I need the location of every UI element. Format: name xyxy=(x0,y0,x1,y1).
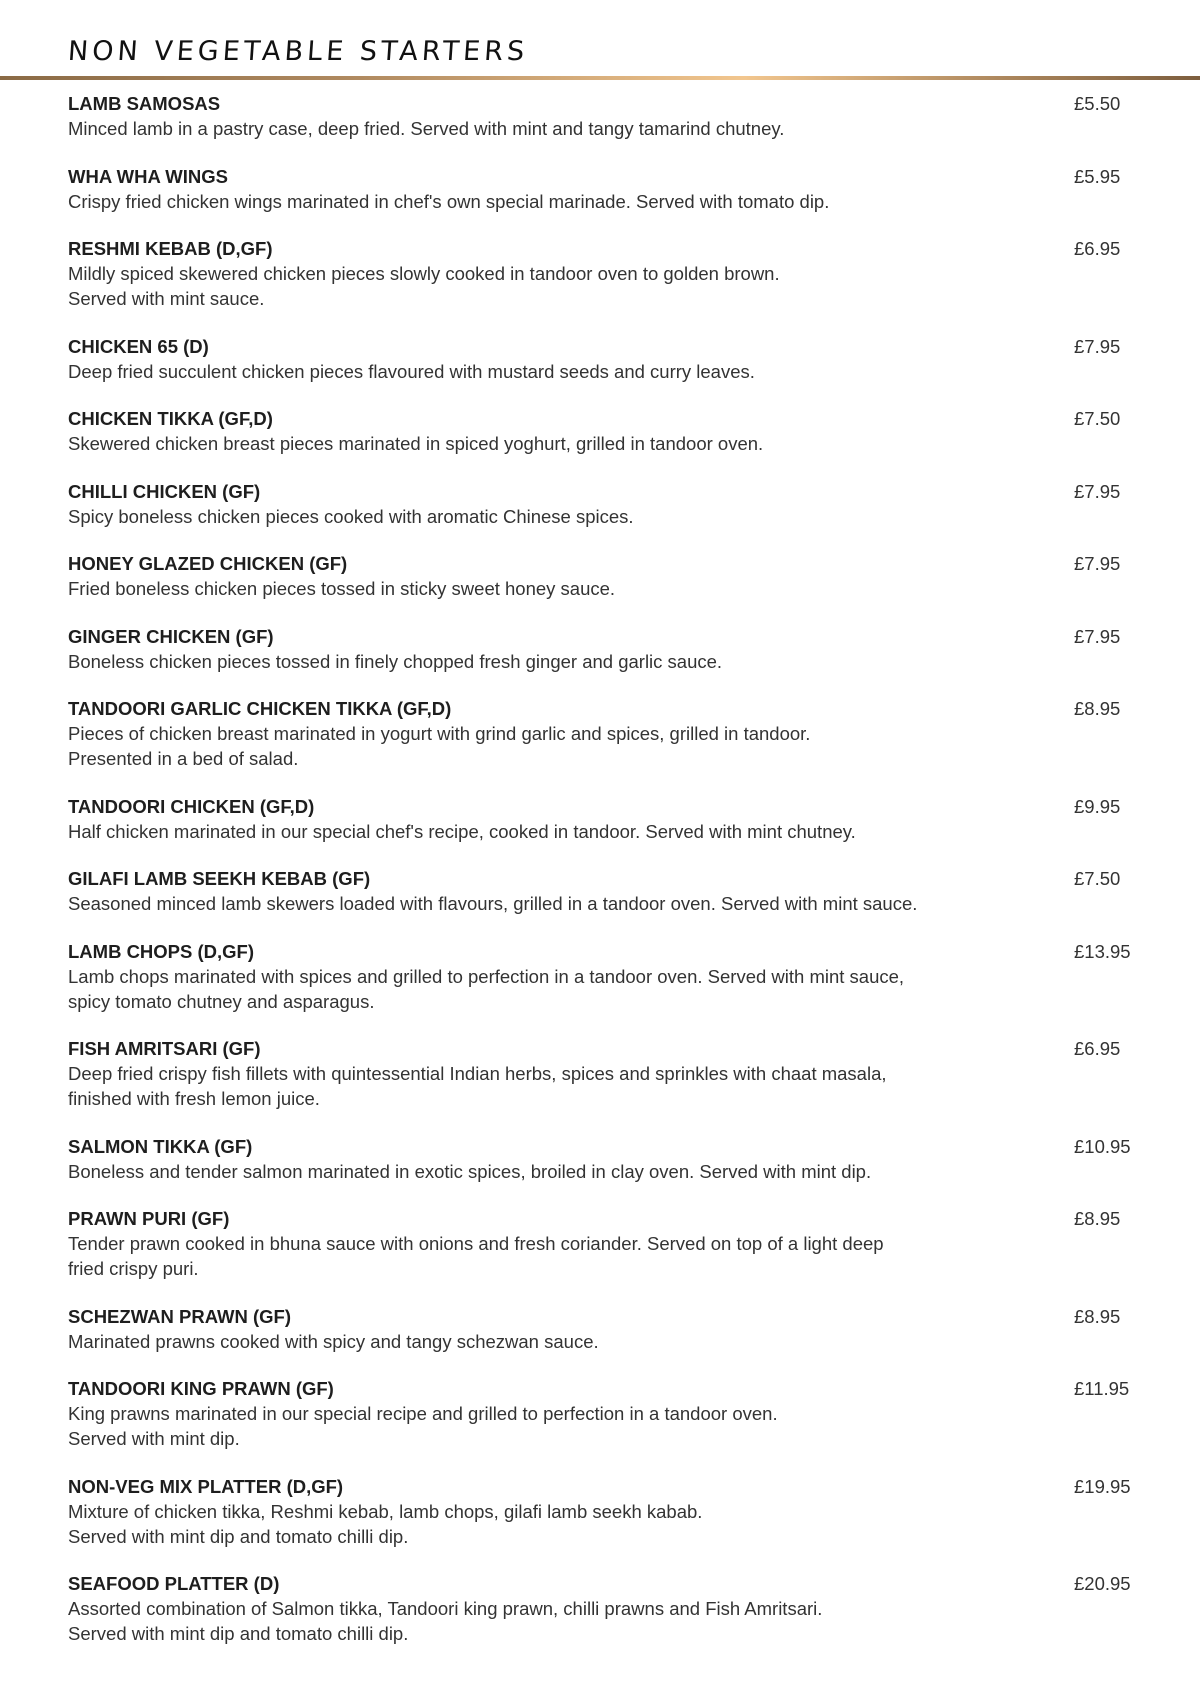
menu-item-title: LAMB SAMOSAS xyxy=(68,93,221,114)
menu-item xyxy=(68,939,1148,1014)
menu-item-description: King prawns marinated in our special recipe and grilled to perfection in a tandoor oven. Served with mint dip. xyxy=(68,1403,778,1449)
menu-item-title: FISH AMRITSARI (GF) xyxy=(68,1038,261,1059)
menu-item xyxy=(68,551,1148,601)
menu-item-price: £7.95 xyxy=(1074,480,1121,502)
menu-item-price: £6.95 xyxy=(1074,238,1121,259)
menu-item-description: Seasoned minced lamb skewers loaded with flavours, grilled in a tandoor oven. Served with mint sauce. xyxy=(68,893,918,914)
menu-item xyxy=(68,1474,1148,1549)
menu-item xyxy=(68,696,1148,771)
menu-item-description: Fried boneless chicken pieces tossed in sticky sweet honey sauce. xyxy=(68,578,616,599)
menu-item xyxy=(68,479,1148,529)
menu-item-title: SEAFOOD PLATTER (D) xyxy=(68,1573,280,1594)
menu-item-title: CHICKEN 65 (D) xyxy=(68,335,209,357)
menu-item-price: £5.95 xyxy=(1074,165,1121,187)
menu-item xyxy=(68,1304,1148,1354)
menu-item-price: £20.95 xyxy=(1074,1573,1131,1594)
menu-item xyxy=(68,334,1148,384)
menu-item-description: Crispy fried chicken wings marinated in chef's own special marinade. Served with tomato dip. xyxy=(68,190,830,212)
menu-item-description: Assorted combination of Salmon tikka, Tandoori king prawn, chilli prawns and Fish Amritsari. Served with mint dip and tomato chilli dip. xyxy=(68,1598,823,1644)
menu-item-price: £8.95 xyxy=(1074,1208,1121,1229)
menu-item xyxy=(68,1206,1148,1281)
menu-item-description: Half chicken marinated in our special chef's recipe, cooked in tandoor. Served with mint chutney. xyxy=(68,820,856,842)
menu-item-list xyxy=(68,91,1148,1669)
menu-item-title: NON-VEG MIX PLATTER (D,GF) xyxy=(68,1475,344,1497)
menu-item-description: Marinated prawns cooked with spicy and tangy schezwan sauce. xyxy=(68,1330,599,1352)
menu-item-price: £5.50 xyxy=(1074,93,1121,114)
menu-item-price: £10.95 xyxy=(1074,1135,1131,1157)
menu-item-price: £7.95 xyxy=(1074,625,1121,647)
menu-item-title: TANDOORI KING PRAWN (GF) xyxy=(68,1378,334,1399)
menu-item-description: Boneless and tender salmon marinated in exotic spices, broiled in clay oven. Served with mint dip. xyxy=(68,1160,872,1182)
menu-item xyxy=(68,91,1148,141)
menu-item-description: Spicy boneless chicken pieces cooked with aromatic Chinese spices. xyxy=(68,505,634,527)
menu-item-title: SALMON TIKKA (GF) xyxy=(68,1135,253,1157)
menu-item xyxy=(68,406,1148,456)
menu-item xyxy=(68,1376,1148,1451)
menu-item-price: £7.50 xyxy=(1074,408,1121,429)
menu-item-title: GILAFI LAMB SEEKH KEBAB (GF) xyxy=(68,868,371,889)
heading-divider xyxy=(0,76,1200,80)
menu-item xyxy=(68,1036,1148,1111)
menu-item-title: SCHEZWAN PRAWN (GF) xyxy=(68,1305,292,1327)
menu-item-title: LAMB CHOPS (D,GF) xyxy=(68,940,255,962)
menu-item-description: Lamb chops marinated with spices and grilled to perfection in a tandoor oven. Served with mint sauce, spicy tomato chutney and asparagus. xyxy=(68,965,905,1012)
menu-item-description: Tender prawn cooked in bhuna sauce with onions and fresh coriander. Served on top of a light deep fried crispy puri. xyxy=(68,1233,884,1279)
menu-item-description: Minced lamb in a pastry case, deep fried. Served with mint and tangy tamarind chutney. xyxy=(68,118,785,139)
menu-item xyxy=(68,624,1148,674)
menu-item-price: £19.95 xyxy=(1074,1475,1131,1497)
menu-item-description: Mixture of chicken tikka, Reshmi kebab, lamb chops, gilafi lamb seekh kabab. Served with mint dip and tomato chilli dip. xyxy=(68,1500,703,1547)
menu-item-description: Pieces of chicken breast marinated in yogurt with grind garlic and spices, grilled in tandoor. Presented in a bed of salad. xyxy=(68,723,811,769)
menu-item-title: WHA WHA WINGS xyxy=(68,165,228,187)
menu-item-price: £8.95 xyxy=(1074,1305,1121,1327)
menu-item-title: TANDOORI GARLIC CHICKEN TIKKA (GF,D) xyxy=(68,698,452,719)
menu-item-title: HONEY GLAZED CHICKEN (GF) xyxy=(68,553,348,574)
menu-item xyxy=(68,866,1148,916)
menu-item-description: Boneless chicken pieces tossed in finely chopped fresh ginger and garlic sauce. xyxy=(68,650,723,672)
menu-item xyxy=(68,1571,1148,1646)
menu-item-price: £11.95 xyxy=(1074,1378,1130,1399)
menu-item-description: Mildly spiced skewered chicken pieces slowly cooked in tandoor oven to golden brown. Served with mint sauce. xyxy=(68,263,780,309)
menu-item-title: GINGER CHICKEN (GF) xyxy=(68,625,274,647)
menu-item-title: CHICKEN TIKKA (GF,D) xyxy=(68,408,273,429)
menu-item-description: Deep fried succulent chicken pieces flavoured with mustard seeds and curry leaves. xyxy=(68,360,755,382)
menu-item-title: RESHMI KEBAB (D,GF) xyxy=(68,238,273,259)
section-heading: NON VEGETABLE STARTERS xyxy=(66,36,530,67)
menu-item-price: £6.95 xyxy=(1074,1038,1121,1059)
menu-item-description: Skewered chicken breast pieces marinated in spiced yoghurt, grilled in tandoor oven. xyxy=(68,433,764,454)
menu-item xyxy=(68,164,1148,214)
menu-item-title: TANDOORI CHICKEN (GF,D) xyxy=(68,795,315,817)
menu-item-title: PRAWN PURI (GF) xyxy=(68,1208,230,1229)
menu-item-price: £7.50 xyxy=(1074,868,1121,889)
menu-item xyxy=(68,1134,1148,1184)
menu-item-price: £7.95 xyxy=(1074,553,1121,574)
menu-item-price: £9.95 xyxy=(1074,795,1121,817)
menu-item-description: Deep fried crispy fish fillets with quintessential Indian herbs, spices and sprinkles with chaat masala, finished with fresh lemon juice. xyxy=(68,1063,887,1109)
menu-item xyxy=(68,236,1148,311)
menu-item-price: £8.95 xyxy=(1074,698,1121,719)
menu-item xyxy=(68,794,1148,844)
menu-item-price: £7.95 xyxy=(1074,335,1121,357)
menu-item-title: CHILLI CHICKEN (GF) xyxy=(68,480,261,502)
menu-item-price: £13.95 xyxy=(1074,940,1131,962)
